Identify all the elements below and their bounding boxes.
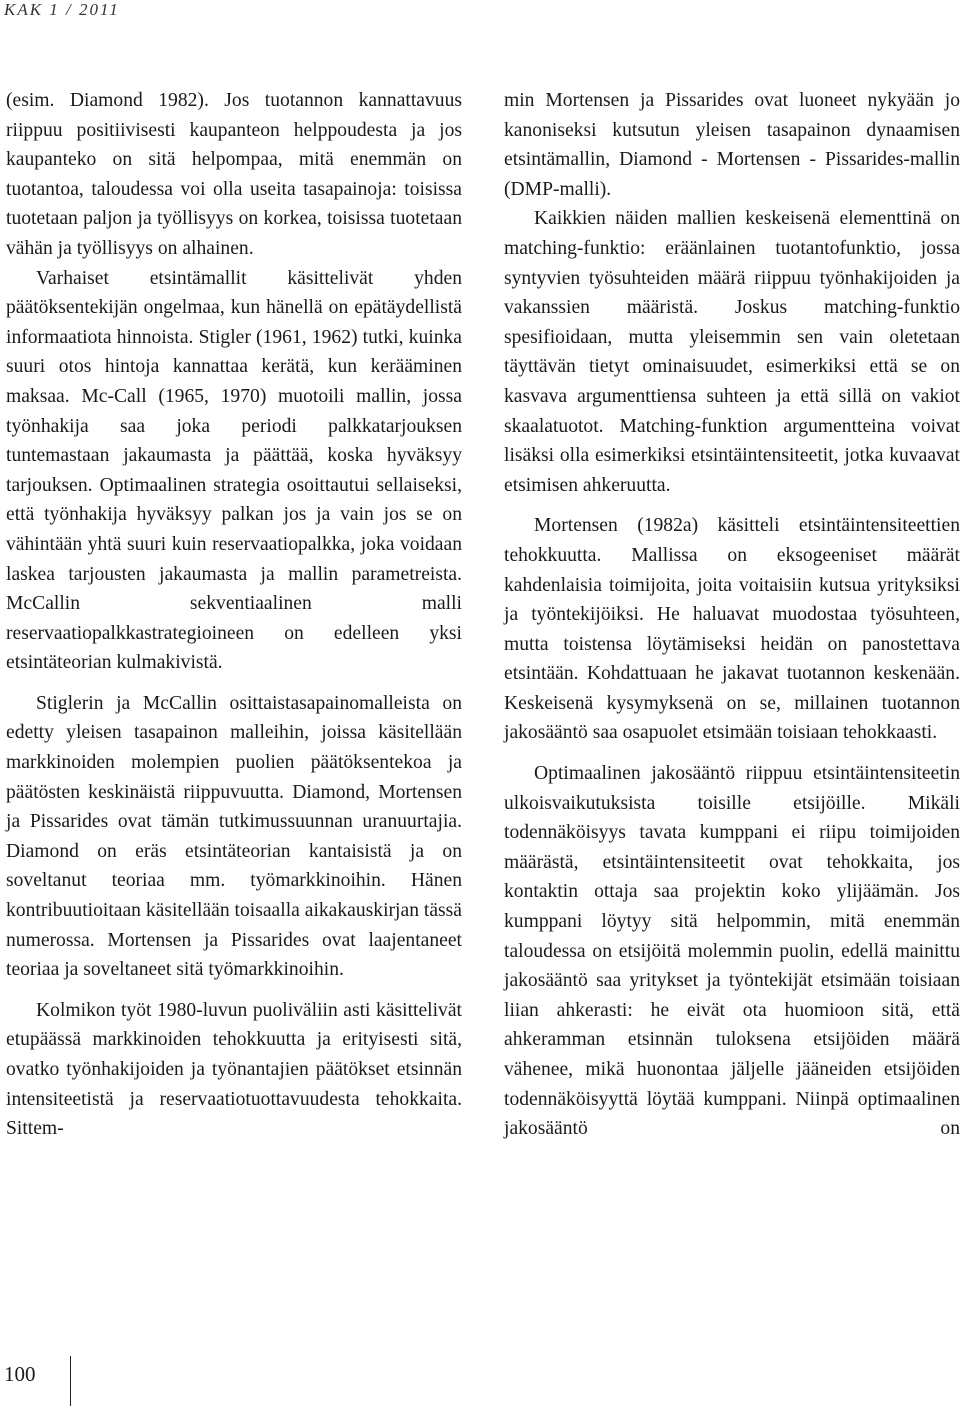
paragraph: Mortensen (1982a) käsitteli etsintäintensiteettien tehokkuutta. Mallissa on eksogeeniset määrät kahdenlaisia toimijoita, joita voitaisiin kutsua yrityksiksi ja työntekijöiksi. He haluavat muodostaa työsuhteen, mutta toistensa löytämiseksi heidän on panostettava etsintään. Kohdattuaan he jakavat tuotannon keskenään. Keskeisenä kysymyksenä on se, millainen tuotannon jakosääntö saa osapuolet etsimään toisiaan tehokkaasti. [504,515,960,744]
right-column [504,86,960,1144]
left-column [6,86,462,1144]
paragraph: (esim. Diamond 1982). Jos tuotannon kannattavuus riippuu positiivisesti kaupanteon helppoudesta ja jos kaupanteko on sitä helpompaa, mitä enemmän on tuotantoa, taloudessa voi olla useita tasapainoja: toisissa tuotetaan paljon ja työllisyys on korkea, toisissa tuotetaan vähän ja työllisyys on alhainen. [6,90,462,259]
page-number: 100 [4,1362,36,1386]
journal-header: KAK 1 / 2011 [4,0,120,19]
paragraph: min Mortensen ja Pissarides ovat luoneet nykyään jo kanoniseksi kutsutun yleisen tasapainon dynaamisen etsintämallin, Diamond - Mortensen - Pissarides-mallin (DMP-malli). [504,90,960,200]
paragraph: Kolmikon työt 1980-luvun puoliväliin asti käsittelivät etupäässä markkinoiden tehokkuutta ja erityisesti sitä, ovatko työnhakijoiden ja työnantajien päätökset etsinnän intensiteetistä ja reservaatiotuottavuudesta tehokkaita. Sittem- [6,999,462,1140]
paragraph: Varhaiset etsintämallit käsittelivät yhden päätöksentekijän ongelmaa, kun hänellä on epätäydellistä informaatiota hinnoista. Stigler (1961, 1962) tutki, kuinka suuri otos hintoja kannattaa kerätä, kun kerääminen maksaa. Mc-Call (1965, 1970) muotoili mallin, jossa työnhakija saa joka periodi palkkatarjouksen tuntemastaan jakaumasta ja päättää, koska hyväksyy tarjouksen. Optimaalinen strategia osoittautui sellaiseksi, että työnhakija hyväksyy palkan jos ja vain jos se on vähintään yhtä suuri kuin reservaatiopalkka, joka voidaan laskea tarjousten jakaumasta ja mallin parametreista. McCallin sekventiaalinen malli reservaatiopalkkastrategioineen on edelleen yksi etsintäteorian kulmakivistä. [6,267,462,674]
paragraph: Stiglerin ja McCallin osittaistasapainomalleista on edetty yleisen tasapainon malleihin, joissa käsitellään markkinoiden molempien puolien päätöksentekoa ja päätösten keskinäistä riippuvuutta. Diamond, Mortensen ja Pissarides ovat tämän tutkimussuunnan uranuurtajia. Diamond on eräs etsintäteorian kantaisistä ja on soveltanut teoriaa mm. työmarkkinoihin. Hänen kontribuutioitaan käsitellään toisaalla aikakauskirjan tässä numerossa. Mortensen ja Pissarides ovat laajentaneet teoriaa ja soveltaneet sitä työmarkkinoihin. [6,692,462,981]
footer-divider [70,1356,71,1406]
paragraph: Kaikkien näiden mallien keskeisenä elementtinä on matching-funktio: eräänlainen tuotantofunktio, jossa syntyvien työsuhteiden määrä riippuu työnhakijoiden ja vakanssien määristä. Joskus matching-funktio spesifioidaan, mutta yleisemmin sen vain oletetaan täyttävän tietyt ominaisuudet, esimerkiksi että se on kasvava argumenttiensa suhteen ja että sillä on vakiot skaalatuotot. Matching-funktion argumentteina voivat lisäksi olla esimerkiksi etsintäintensiteetit, jotka kuvaavat etsimisen ahkeruutta. [504,208,960,496]
paragraph: Optimaalinen jakosääntö riippuu etsintäintensiteetin ulkoisvaikutuksista toisille etsijöille. Mikäli todennäköisyys tavata kumppani ei riipu toimijoiden määrästä, etsintäintensiteetit ovat tehokkaita, jos kontaktin ottaja saa projektin koko ylijäämän. Jos kumppani löytyy sitä helpommin, mitä enemmän taloudessa on etsijöitä molemmin puolin, edellä mainittu jakosääntö saa yritykset ja työntekijät etsimään toisiaan liian ahkerasti: he eivät ota huomioon sitä, että ahkeramman etsinnän tuloksena etsijöiden määrä vähenee, mikä huonontaa jäljelle jääneiden etsijöiden todennäköisyyttä löytää kumppani. Niinpä optimaalinen jakosääntö on [504,763,960,1140]
